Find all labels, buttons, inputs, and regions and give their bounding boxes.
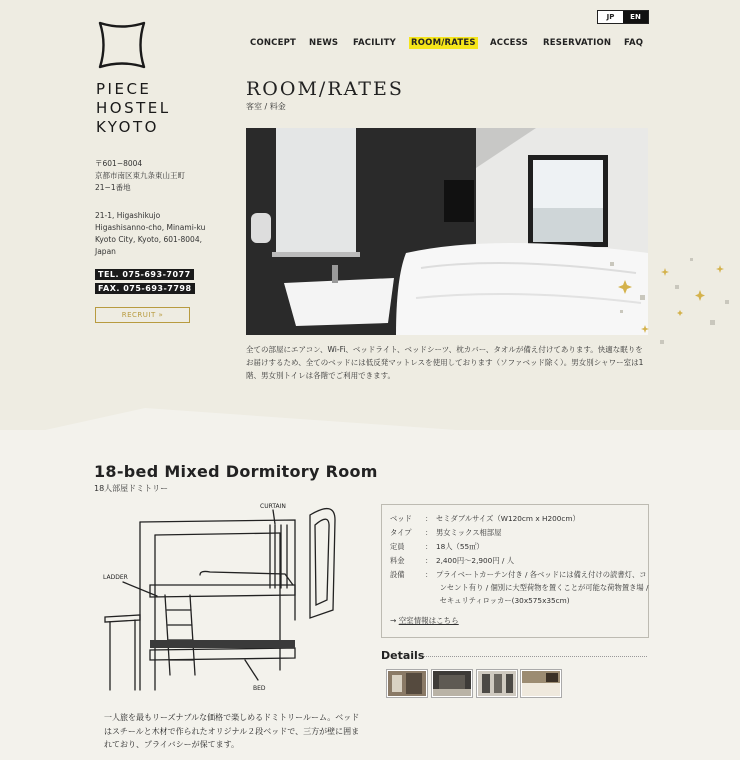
nav-concept[interactable]: CONCEPT [250, 38, 297, 48]
logo-icon[interactable] [97, 20, 147, 70]
detail-thumbnail-2[interactable] [432, 670, 472, 697]
vacancy-link-label: 空室情報はこちら [398, 616, 459, 625]
dorm-title: 18-bed Mixed Dormitory Room [94, 462, 378, 481]
detail-thumbnail-1[interactable] [387, 670, 427, 697]
nav-facility[interactable]: FACILITY [353, 38, 396, 48]
label-ladder: LADDER [103, 574, 128, 581]
address-en: 21-1, Higashikujo Higashisanno-cho, Minami-ku Kyoto City, Kyoto, 601-8004, Japan [95, 211, 206, 256]
nav-room-rates[interactable]: ROOM/RATES [411, 38, 476, 48]
label-curtain: CURTAIN [260, 503, 286, 510]
details-heading: Details [381, 649, 425, 662]
nav-reservation[interactable]: RESERVATION [543, 38, 612, 48]
room-description: 全ての部屋にエアコン、Wi-Fi、ベッドライト、ベッドシーツ、枕カバー、タオルが備え付けてあります。快適な眠りをお届けするため、全てのベッドには低反発マットレスを使用しております（ソファベッド除く）。男女別シャワー室は1階、男女別トイレは各階でご利用できます。 [246, 345, 644, 380]
fax-number: FAX. 075-693-7798 [95, 283, 195, 294]
language-switch [597, 10, 649, 24]
lang-jp-button[interactable]: JP [598, 11, 623, 23]
detail-thumbnail-4[interactable] [521, 670, 561, 697]
recruit-button[interactable]: RECRUIT » [95, 307, 190, 323]
arrow-right-icon: → [390, 616, 397, 625]
vacancy-link[interactable] [390, 615, 459, 626]
nav-access[interactable]: ACCESS [490, 38, 528, 48]
detail-thumbnail-3[interactable] [477, 670, 517, 697]
tel-number[interactable]: TEL. 075-693-7077 [95, 269, 194, 280]
nav-faq[interactable]: FAQ [624, 38, 644, 48]
page-title: ROOM/RATES [246, 78, 404, 100]
main-nav [248, 37, 648, 51]
room-info-box: ベッド ： セミダブルサイズ（W120cm x H200cm） タイプ ： 男女ミックス相部屋 定員 ： 18人（55㎡） 料金 ： 2,400円〜2,900円 / 人 設備 ： プライベートカーテン付き / 各ベッドには備え付けの読書灯、コ ンセント有り / 個別に大型荷物を置くことが可能な荷物置き場 / セキュリティロッカー(30x575x35cm) → 空室情報はこちら [381, 504, 649, 638]
label-bed: BED [253, 685, 266, 692]
details-divider [424, 656, 647, 657]
page-subtitle: 客室 / 料金 [246, 102, 286, 111]
sparkle-decoration [605, 250, 740, 360]
logo-wordmark[interactable]: PIECE HOSTEL KYOTO [96, 80, 171, 136]
nav-news[interactable]: NEWS [309, 38, 339, 48]
bunk-bed-sketch [95, 500, 345, 700]
dorm-description: 一人旅を最もリーズナブルな価格で楽しめるドミトリールーム。ベッド はスチールと木材で作られたオリジナル２段ベッドで、三方が壁に囲ま れており、プライバシーが保てます。 [104, 713, 360, 749]
lang-en-button[interactable]: EN [623, 11, 648, 23]
dorm-subtitle: 18人部屋ドミトリー [94, 484, 169, 493]
address-jp: 〒601−8004 京都市南区東九条東山王町 21−1番地 [95, 159, 185, 192]
room-photo [246, 128, 648, 335]
